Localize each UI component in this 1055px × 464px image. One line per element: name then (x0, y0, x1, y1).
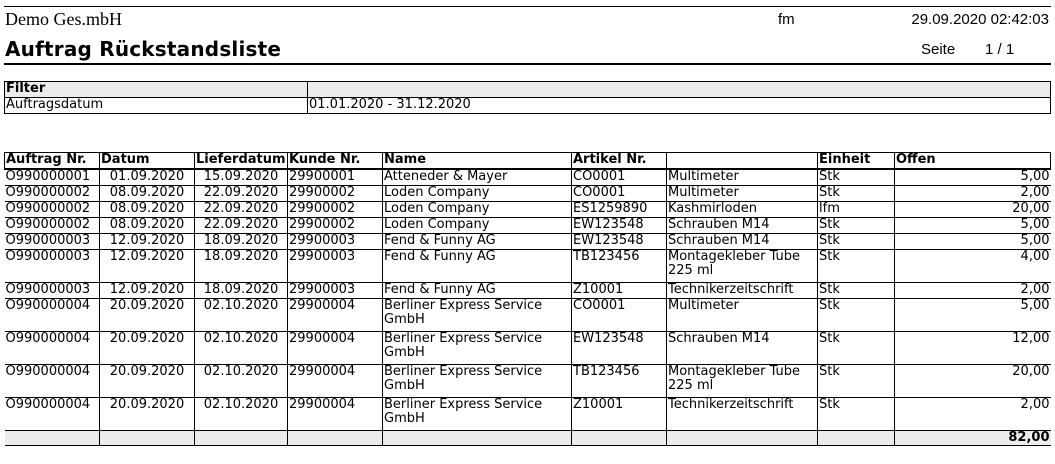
title-rule (4, 63, 1051, 65)
cell-date: 20.09.2020 (100, 398, 195, 431)
cell-open: 12,00 (895, 332, 1051, 365)
cell-name: Loden Company (383, 202, 572, 218)
filter-value: 01.01.2020 - 31.12.2020 (308, 98, 1051, 114)
col-delivery-date: Lieferdatum (196, 152, 286, 167)
cell-article-no: TB123456 (572, 365, 667, 398)
cell-open: 2,00 (895, 398, 1051, 431)
cell-unit: Stk (818, 169, 895, 186)
cell-delivery-date: 22.09.2020 (195, 202, 288, 218)
cell-unit: Stk (818, 186, 895, 202)
cell-article-no: CO0001 (572, 299, 667, 332)
company-name: Demo Ges.mbH (5, 9, 122, 29)
col-open: Offen (895, 153, 1051, 170)
cell-delivery-date: 02.10.2020 (195, 365, 288, 398)
cell-article-no: EW123548 (572, 234, 667, 250)
cell-date: 08.09.2020 (100, 218, 195, 234)
col-description (667, 153, 818, 170)
report-title: Auftrag Rückstandsliste (5, 37, 282, 61)
table-row (5, 186, 1051, 202)
table-row (5, 332, 1051, 365)
cell-name: Fend & Funny AG (383, 234, 572, 250)
cell-description: Multimeter (667, 169, 818, 186)
cell-customer-no: 29900003 (288, 283, 383, 299)
total-blank (100, 431, 195, 446)
cell-name: Berliner Express Service GmbH (383, 299, 572, 332)
cell-open: 4,00 (895, 250, 1051, 283)
total-blank (383, 431, 572, 446)
total-blank (288, 431, 383, 446)
cell-open: 2,00 (895, 283, 1051, 299)
cell-order-no: O990000003 (5, 283, 100, 299)
cell-name: Berliner Express Service GmbH (383, 332, 572, 365)
cell-order-no: O990000003 (5, 234, 100, 250)
cell-description: Schrauben M14 (667, 218, 818, 234)
cell-delivery-date: 22.09.2020 (195, 186, 288, 202)
table-row (5, 169, 1051, 186)
cell-order-no: O990000002 (5, 202, 100, 218)
cell-unit: lfm (818, 202, 895, 218)
cell-customer-no: 29900003 (288, 250, 383, 283)
total-open: 82,00 (895, 431, 1051, 446)
col-order-no: Auftrag Nr. (5, 153, 100, 170)
cell-order-no: O990000001 (5, 169, 100, 186)
cell-unit: Stk (818, 250, 895, 283)
cell-unit: Stk (818, 365, 895, 398)
col-customer-no: Kunde Nr. (288, 153, 383, 170)
cell-delivery-date: 02.10.2020 (195, 332, 288, 365)
cell-description: Technikerzeitschrift (667, 398, 818, 431)
cell-customer-no: 29900004 (288, 398, 383, 431)
cell-customer-no: 29900002 (288, 186, 383, 202)
cell-delivery-date: 15.09.2020 (195, 169, 288, 186)
cell-article-no: Z10001 (572, 283, 667, 299)
cell-delivery-date: 18.09.2020 (195, 234, 288, 250)
page-number: 1 / 1 (985, 41, 1015, 58)
cell-article-no: CO0001 (572, 186, 667, 202)
table-row (5, 250, 1051, 283)
cell-open: 20,00 (895, 365, 1051, 398)
cell-order-no: O990000004 (5, 365, 100, 398)
col-date: Datum (100, 153, 195, 170)
cell-open: 20,00 (895, 202, 1051, 218)
filter-header-row (5, 82, 1051, 98)
table-header-row (5, 153, 1051, 170)
cell-order-no: O990000004 (5, 398, 100, 431)
table-row (5, 283, 1051, 299)
cell-name: Fend & Funny AG (383, 283, 572, 299)
cell-date: 08.09.2020 (100, 186, 195, 202)
cell-delivery-date: 18.09.2020 (195, 283, 288, 299)
cell-open: 5,00 (895, 169, 1051, 186)
cell-description: Schrauben M14 (667, 332, 818, 365)
cell-name: Atteneder & Mayer (383, 169, 572, 186)
cell-description: Multimeter (667, 299, 818, 332)
cell-delivery-date: 22.09.2020 (195, 218, 288, 234)
cell-customer-no: 29900003 (288, 234, 383, 250)
table-row (5, 218, 1051, 234)
cell-article-no: CO0001 (572, 169, 667, 186)
table-row (5, 365, 1051, 398)
cell-order-no: O990000004 (5, 332, 100, 365)
cell-date: 12.09.2020 (100, 250, 195, 283)
filter-label: Auftragsdatum (5, 98, 308, 114)
backlog-table (4, 152, 1051, 446)
col-unit: Einheit (818, 153, 895, 170)
cell-name: Loden Company (383, 218, 572, 234)
cell-description: Schrauben M14 (667, 234, 818, 250)
cell-description: Kashmirloden (667, 202, 818, 218)
total-blank (572, 431, 667, 446)
cell-name: Loden Company (383, 186, 572, 202)
cell-customer-no: 29900002 (288, 202, 383, 218)
total-blank (818, 431, 895, 446)
cell-customer-no: 29900004 (288, 365, 383, 398)
cell-date: 12.09.2020 (100, 283, 195, 299)
cell-order-no: O990000004 (5, 299, 100, 332)
cell-delivery-date: 02.10.2020 (195, 299, 288, 332)
cell-name: Berliner Express Service GmbH (383, 398, 572, 431)
cell-open: 5,00 (895, 218, 1051, 234)
cell-open: 5,00 (895, 234, 1051, 250)
print-timestamp: 29.09.2020 02:42:03 (911, 11, 1049, 28)
cell-article-no: EW123548 (572, 332, 667, 365)
cell-name: Fend & Funny AG (383, 250, 572, 283)
cell-article-no: Z10001 (572, 398, 667, 431)
cell-article-no: TB123456 (572, 250, 667, 283)
cell-unit: Stk (818, 234, 895, 250)
total-blank (5, 431, 100, 446)
cell-article-no: EW123548 (572, 218, 667, 234)
cell-unit: Stk (818, 398, 895, 431)
filter-heading-blank (308, 82, 1051, 98)
col-article-no: Artikel Nr. (572, 153, 667, 170)
table-row (5, 202, 1051, 218)
total-blank (667, 431, 818, 446)
cell-description: Montagekleber Tube 225 ml (667, 365, 818, 398)
cell-description: Montagekleber Tube 225 ml (667, 250, 818, 283)
cell-date: 20.09.2020 (100, 299, 195, 332)
cell-order-no: O990000003 (5, 250, 100, 283)
cell-description: Multimeter (667, 186, 818, 202)
cell-description: Technikerzeitschrift (667, 283, 818, 299)
cell-date: 01.09.2020 (100, 169, 195, 186)
filter-row (5, 98, 1051, 114)
cell-open: 5,00 (895, 299, 1051, 332)
table-row (5, 398, 1051, 431)
cell-customer-no: 29900004 (288, 299, 383, 332)
col-name: Name (383, 153, 572, 170)
cell-unit: Stk (818, 332, 895, 365)
cell-unit: Stk (818, 299, 895, 332)
cell-unit: Stk (818, 283, 895, 299)
table-row (5, 299, 1051, 332)
user-initials: fm (778, 11, 795, 28)
page-label: Seite (921, 41, 956, 58)
cell-date: 20.09.2020 (100, 332, 195, 365)
cell-order-no: O990000002 (5, 186, 100, 202)
filter-table (4, 81, 1051, 114)
cell-article-no: ES1259890 (572, 202, 667, 218)
total-row (5, 431, 1051, 446)
filter-heading: Filter (5, 82, 308, 98)
cell-customer-no: 29900004 (288, 332, 383, 365)
cell-unit: Stk (818, 218, 895, 234)
cell-date: 12.09.2020 (100, 234, 195, 250)
cell-customer-no: 29900001 (288, 169, 383, 186)
cell-delivery-date: 18.09.2020 (195, 250, 288, 283)
cell-customer-no: 29900002 (288, 218, 383, 234)
cell-order-no: O990000002 (5, 218, 100, 234)
cell-date: 08.09.2020 (100, 202, 195, 218)
table-row (5, 234, 1051, 250)
cell-name: Berliner Express Service GmbH (383, 365, 572, 398)
total-blank (195, 431, 288, 446)
cell-delivery-date: 02.10.2020 (195, 398, 288, 431)
top-rule (4, 6, 1051, 7)
cell-open: 2,00 (895, 186, 1051, 202)
cell-date: 20.09.2020 (100, 365, 195, 398)
